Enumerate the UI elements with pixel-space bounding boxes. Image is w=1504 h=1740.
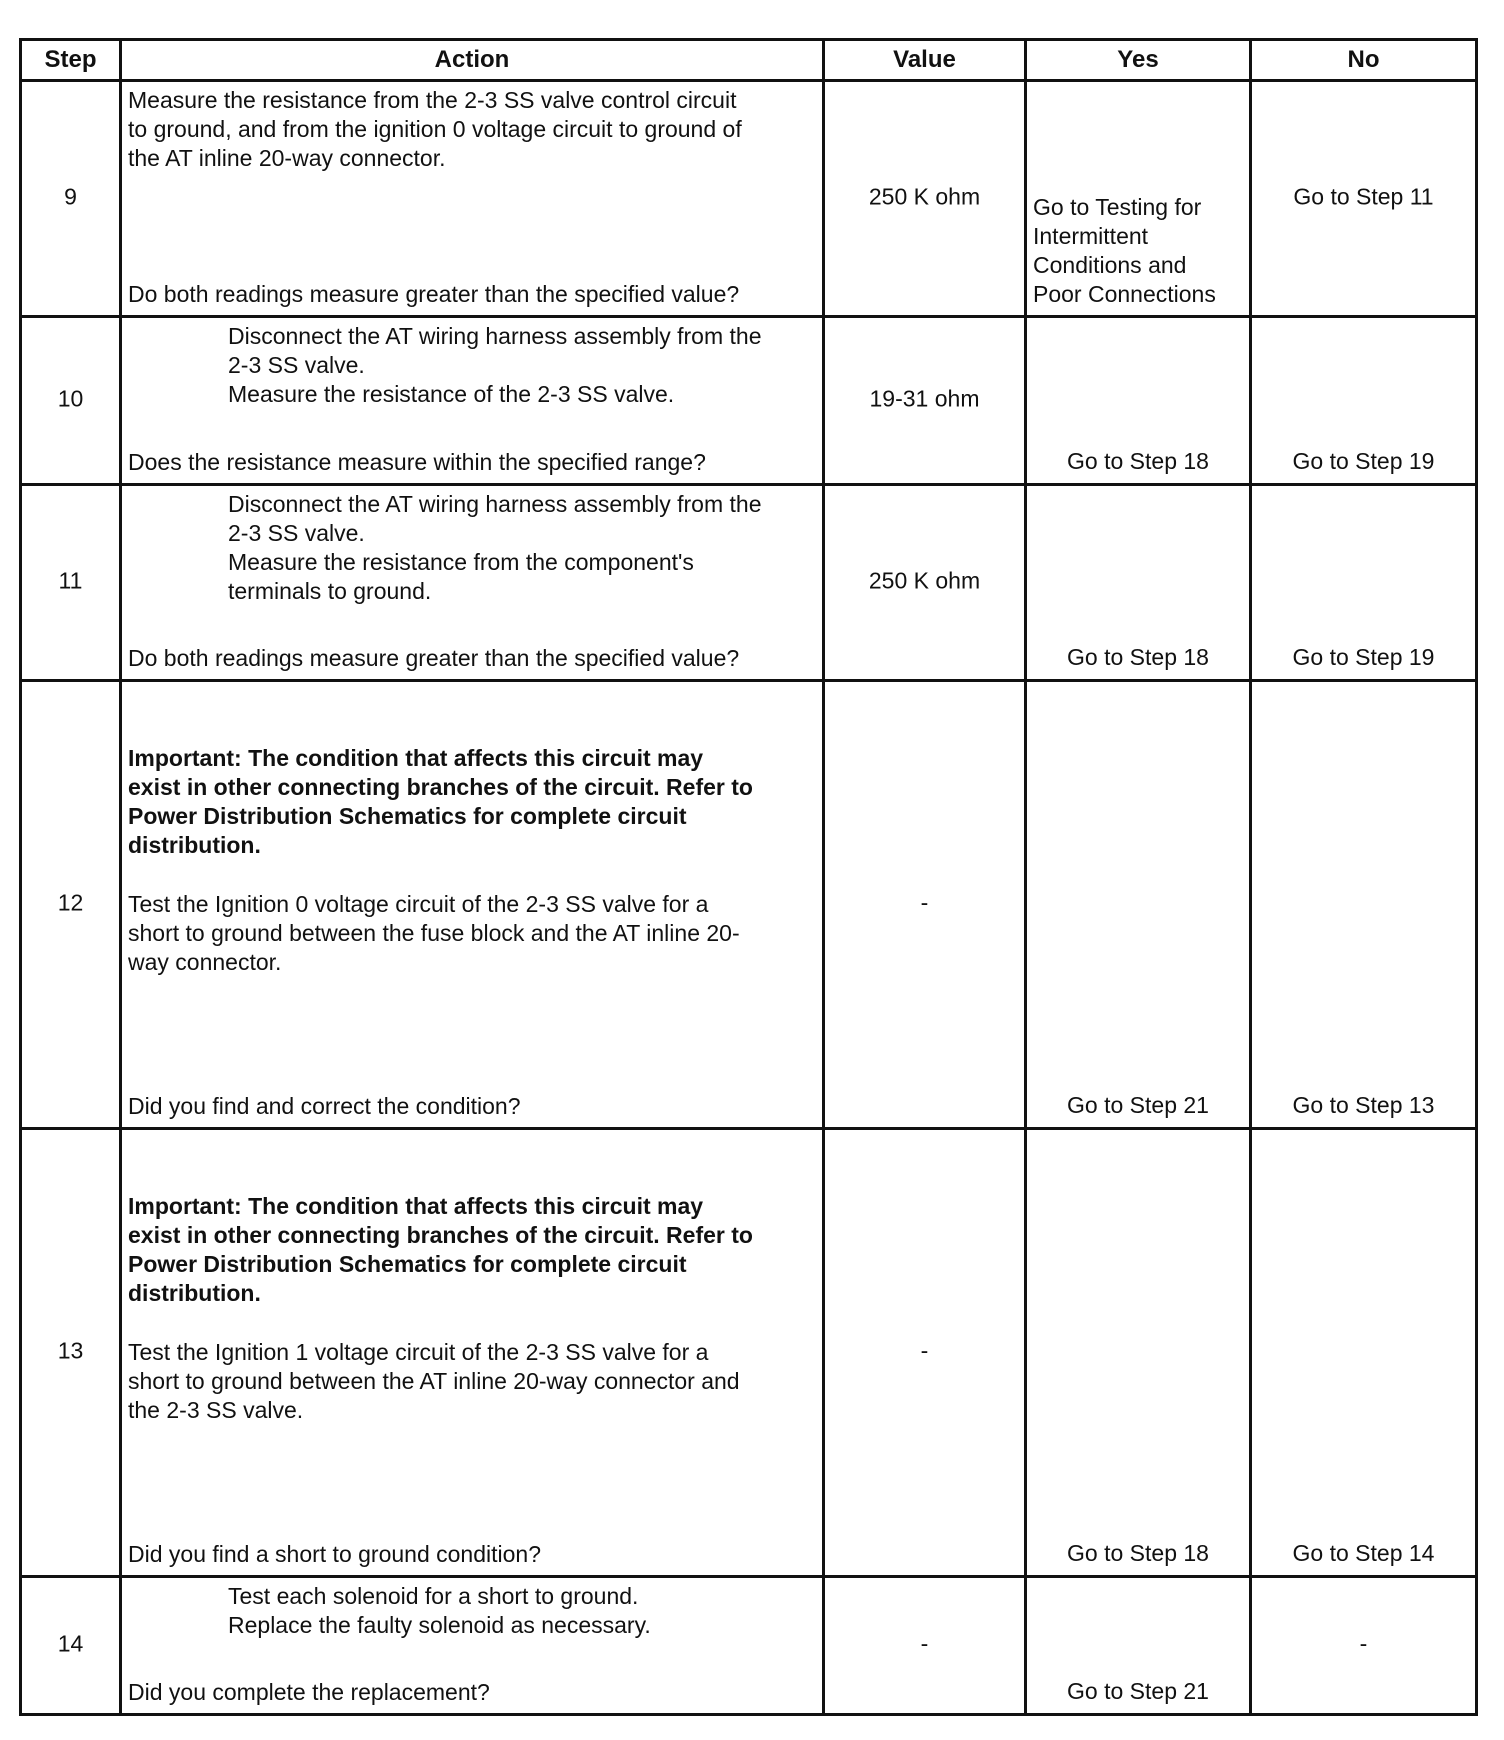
header-row [21,40,1477,81]
action-question: Do both readings measure greater than the specified value? [128,281,740,307]
yes-cell: Go to Step 18 [1067,1540,1209,1566]
action-text: Test each solenoid for a short to ground. Replace the faulty solenoid as necessary. [228,1583,651,1638]
yes-cell: Go to Step 21 [1067,1678,1209,1704]
action-text: Important: The condition that affects this circuit may exist in other connecting branches of the circuit. Refer to Power Distribution Schematics for complete circuit distribution. Test the Ignition 1 voltage circuit of the 2-3 SS valve for a short to ground between the AT inline 20-way connector and the 2-3 SS valve. [128,1192,816,1425]
yes-cell: Go to Step 18 [1067,448,1209,474]
action-question: Do both readings measure greater than the specified value? [128,645,740,671]
table-row-step-14 [21,1577,1477,1715]
important-note: Important: The condition that affects this circuit may exist in other connecting branches of the circuit. Refer to Power Distribution Schematics for complete circuit distribution. [128,745,753,858]
table-row-step-11 [21,485,1477,681]
no-cell: Go to Step 14 [1292,1540,1435,1566]
yes-cell: Go to Step 21 [1067,1092,1209,1118]
step-number: 12 [57,889,84,916]
step-number: 14 [57,1630,84,1657]
header-action: Action [121,40,824,81]
no-cell: Go to Step 13 [1292,1092,1435,1118]
action-question: Did you find a short to ground condition? [128,1541,541,1567]
table-row-step-12 [21,681,1477,1129]
header-yes: Yes [1026,40,1251,81]
header-value: Value [824,40,1026,81]
step-number: 10 [57,385,84,412]
yes-cell: Go to Step 18 [1067,644,1209,670]
header-no: No [1251,40,1477,81]
action-question: Does the resistance measure within the specified range? [128,449,706,475]
action-text: Measure the resistance from the 2-3 SS valve control circuit to ground, and from the ignition 0 voltage circuit to ground of the AT inline 20-way connector. [128,87,742,171]
table-row-step-13 [21,1129,1477,1577]
no-cell: - [1359,1630,1368,1657]
value-cell: - [920,1630,929,1657]
value-cell: - [920,889,929,916]
step-number: 11 [58,567,83,594]
important-note: Important: The condition that affects this circuit may exist in other connecting branches of the circuit. Refer to Power Distribution Schematics for complete circuit distribution. [128,1193,753,1306]
step-number: 13 [57,1337,84,1364]
value-cell: 19-31 ohm [869,385,980,412]
value-cell: 250 K ohm [868,567,981,594]
no-cell: Go to Step 19 [1292,644,1435,670]
action-text: Disconnect the AT wiring harness assembly from the 2-3 SS valve. Measure the resistance of the 2-3 SS valve. [228,323,762,407]
table-row-step-9 [21,81,1477,317]
action-text: Important: The condition that affects this circuit may exist in other connecting branches of the circuit. Refer to Power Distribution Schematics for complete circuit distribution. Test the Ignition 0 voltage circuit of the 2-3 SS valve for a short to ground between the fuse block and the AT inline 20- way connector. [128,744,816,977]
action-question: Did you complete the replacement? [128,1679,490,1705]
value-cell: - [920,1337,929,1364]
value-cell: 250 K ohm [868,183,981,210]
no-cell: Go to Step 19 [1292,448,1435,474]
diagnostic-table [19,38,1478,1716]
header-step: Step [21,40,121,81]
step-number: 9 [64,183,77,210]
yes-cell: Go to Testing for Intermittent Conditions and Poor Connections [1033,194,1216,307]
table-row-step-10 [21,317,1477,485]
action-text: Disconnect the AT wiring harness assembly from the 2-3 SS valve. Measure the resistance from the component's terminals to ground. [228,491,762,604]
action-question: Did you find and correct the condition? [128,1093,521,1119]
no-cell: Go to Step 11 [1293,183,1434,210]
